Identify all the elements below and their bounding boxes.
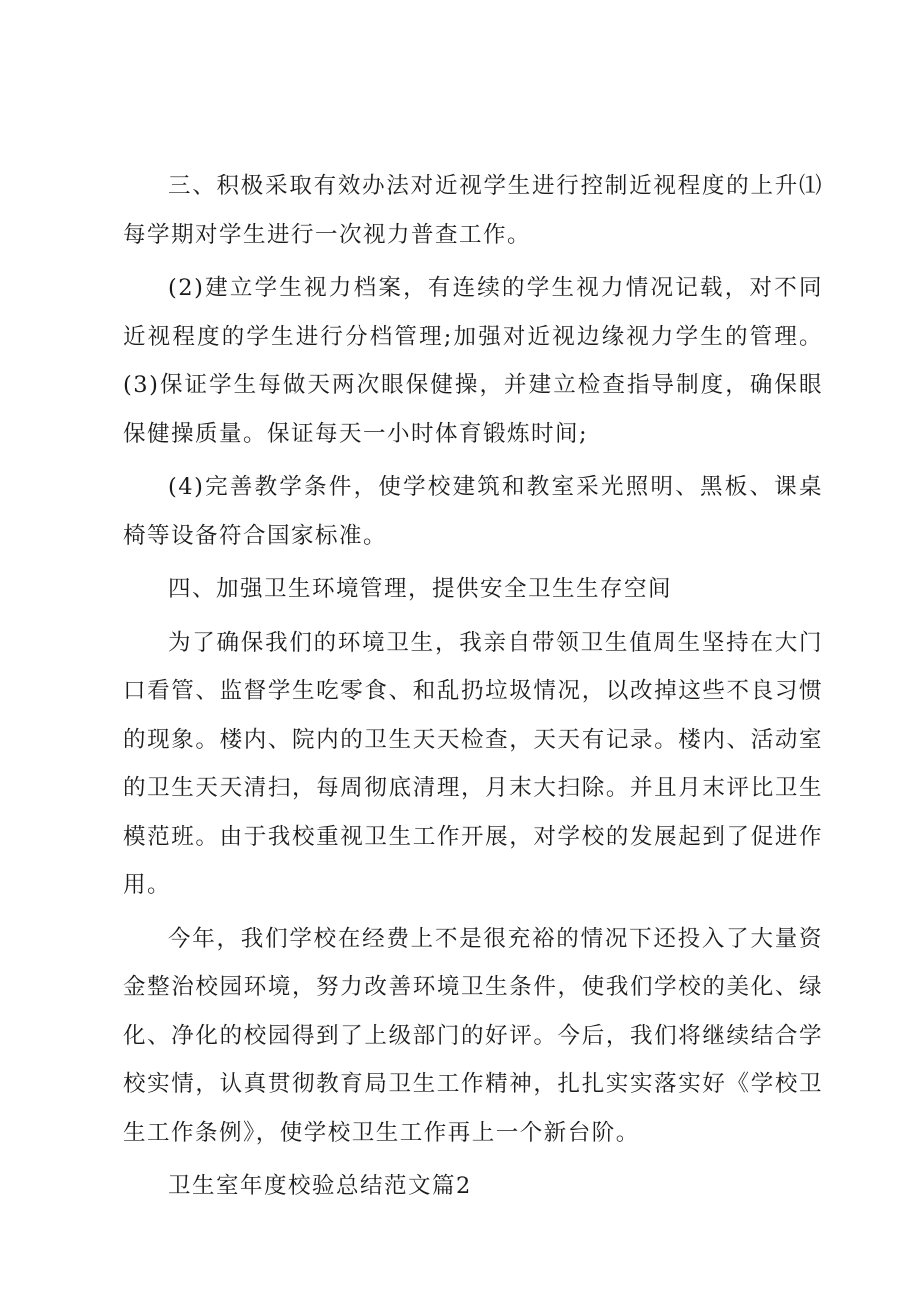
paragraph-environment-hygiene: 为了确保我们的环境卫生，我亲自带领卫生值周生坚持在大门口看管、监督学生吃零食、和乱扔垃圾情况，以改掉这些不良习惯的现象。楼内、院内的卫生天天检查，天天有记录。楼内、活动室的卫生天天清扫，每周彻底清理，月末大扫除。并且月末评比卫生模范班。由于我校重视卫生工作开展，对学校的发展起到了促进作用。 [123,629,823,898]
paragraph-section-three: 三、积极采取有效办法对近视学生进行控制近视程度的上升⑴每学期对学生进行一次视力普查工作。 [123,173,823,248]
paragraph-teaching-conditions: (4)完善教学条件，使学校建筑和教室采光照明、黑板、课桌椅等设备符合国家标准。 [123,474,823,549]
heading-section-four: 四、加强卫生环境管理，提供安全卫生生存空间 [168,576,673,602]
article-title-part-two: 卫生室年度校验总结范文篇2 [168,1173,472,1199]
paragraph-campus-investment: 今年，我们学校在经费上不是很充裕的情况下还投入了大量资金整治校园环境，努力改善环境卫生条件，使我们学校的美化、绿化、净化的校园得到了上级部门的好评。今后，我们将继续结合学校实情，认真贯彻教育局卫生工作精神，扎扎实实落实好《学校卫生工作条例》，使学校卫生工作再上一个新台阶。 [123,925,823,1146]
paragraph-vision-archive: (2)建立学生视力档案，有连续的学生视力情况记载，对不同近视程度的学生进行分档管理;加强对近视边缘视力学生的管理。(3)保证学生每做天两次眼保健操，并建立检查指导制度，确保眼保健操质量。保证每天一小时体育锻炼时间; [123,275,823,447]
document-body [123,162,823,1211]
